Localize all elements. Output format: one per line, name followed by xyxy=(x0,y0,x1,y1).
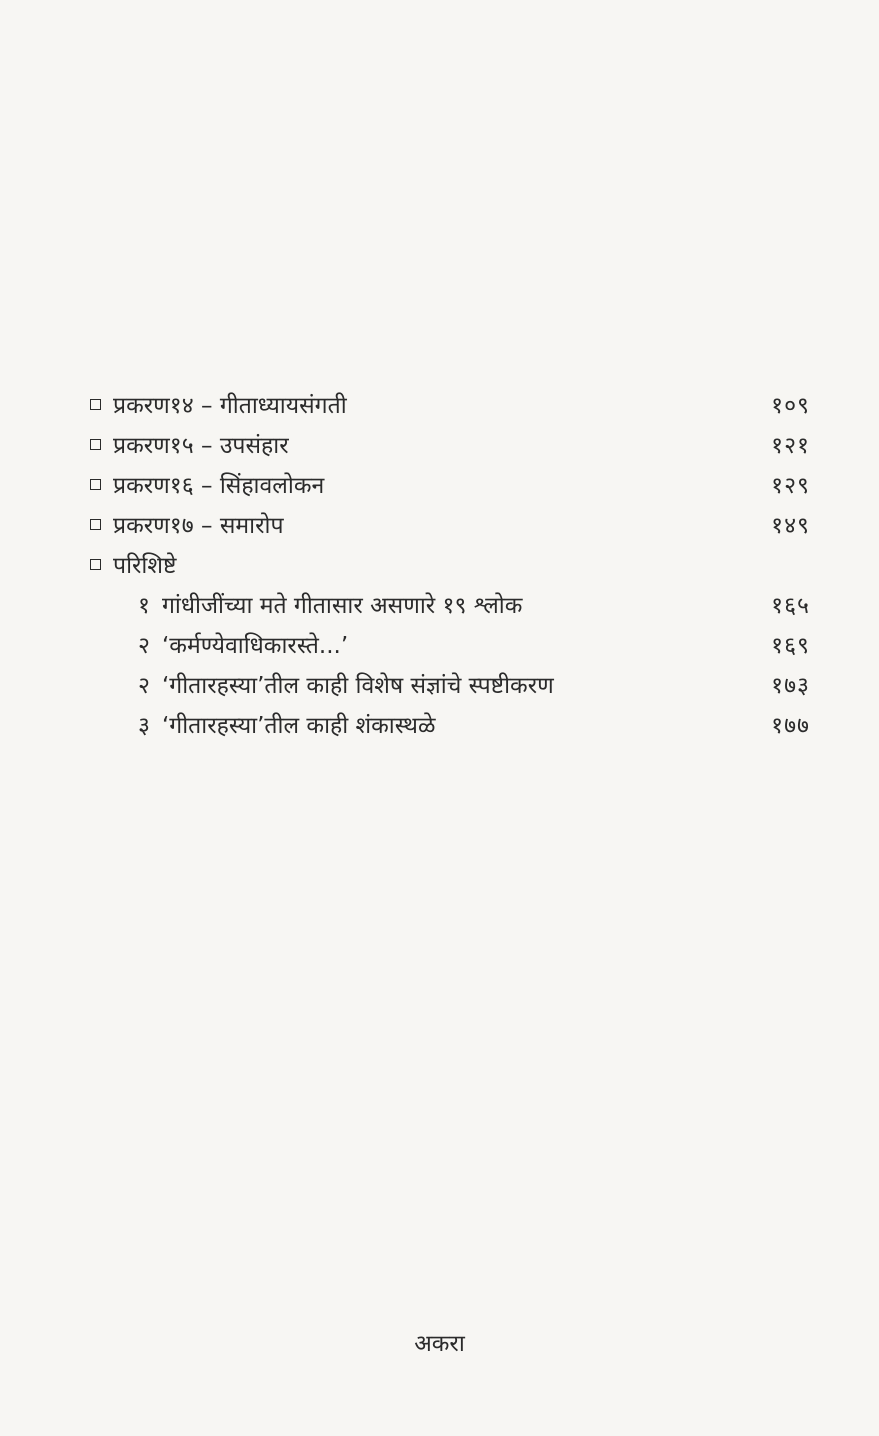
square-bullet-icon xyxy=(90,399,101,410)
page-number-footer: अकरा xyxy=(414,1331,465,1357)
toc-entry-chapter-17[interactable] xyxy=(90,506,810,546)
toc-appendix-item-4[interactable] xyxy=(90,706,810,746)
square-bullet-icon xyxy=(90,519,101,530)
appendix-item-label: ‘गीतारहस्या’तील काही शंकास्थळे xyxy=(161,713,436,739)
toc-entry-chapter-15[interactable] xyxy=(90,426,810,466)
toc-appendix-item-3[interactable] xyxy=(90,666,810,706)
appendix-item-number: ३ xyxy=(138,713,150,739)
toc-appendix-heading xyxy=(90,546,810,586)
table-of-contents xyxy=(90,386,810,746)
appendix-item-label: ‘कर्मण्येवाधिकारस्ते...’ xyxy=(161,633,349,659)
toc-entry-page: १२९ xyxy=(771,473,810,499)
toc-entry-chapter-14[interactable] xyxy=(90,386,810,426)
appendix-item-label: ‘गीतारहस्या’तील काही विशेष संज्ञांचे स्पष्टीकरण xyxy=(161,673,554,699)
square-bullet-icon xyxy=(90,559,101,570)
square-bullet-icon xyxy=(90,479,101,490)
appendix-item-page: १६९ xyxy=(771,633,810,659)
toc-entry-label: प्रकरण१६ – सिंहावलोकन xyxy=(113,473,325,499)
toc-appendix-item-2[interactable] xyxy=(90,626,810,666)
toc-entry-label: प्रकरण१७ – समारोप xyxy=(113,513,284,539)
toc-entry-chapter-16[interactable] xyxy=(90,466,810,506)
toc-entry-label: प्रकरण१५ – उपसंहार xyxy=(113,433,289,459)
toc-entry-page: १०९ xyxy=(771,393,810,419)
appendix-item-label: गांधीजींच्या मते गीतासार असणारे १९ श्लोक xyxy=(161,593,523,619)
square-bullet-icon xyxy=(90,439,101,450)
toc-entry-page: १२१ xyxy=(771,433,810,459)
appendix-item-number: १ xyxy=(138,593,150,619)
appendix-item-page: १७३ xyxy=(771,673,810,699)
appendix-item-page: १६५ xyxy=(771,593,810,619)
toc-appendix-item-1[interactable] xyxy=(90,586,810,626)
toc-entry-page: १४९ xyxy=(771,513,810,539)
appendix-item-page: १७७ xyxy=(771,713,810,739)
appendix-heading-label: परिशिष्टे xyxy=(113,553,177,579)
appendix-item-number: २ xyxy=(138,673,150,699)
toc-entry-label: प्रकरण१४ – गीताध्यायसंगती xyxy=(113,393,347,419)
appendix-item-number: २ xyxy=(138,633,150,659)
